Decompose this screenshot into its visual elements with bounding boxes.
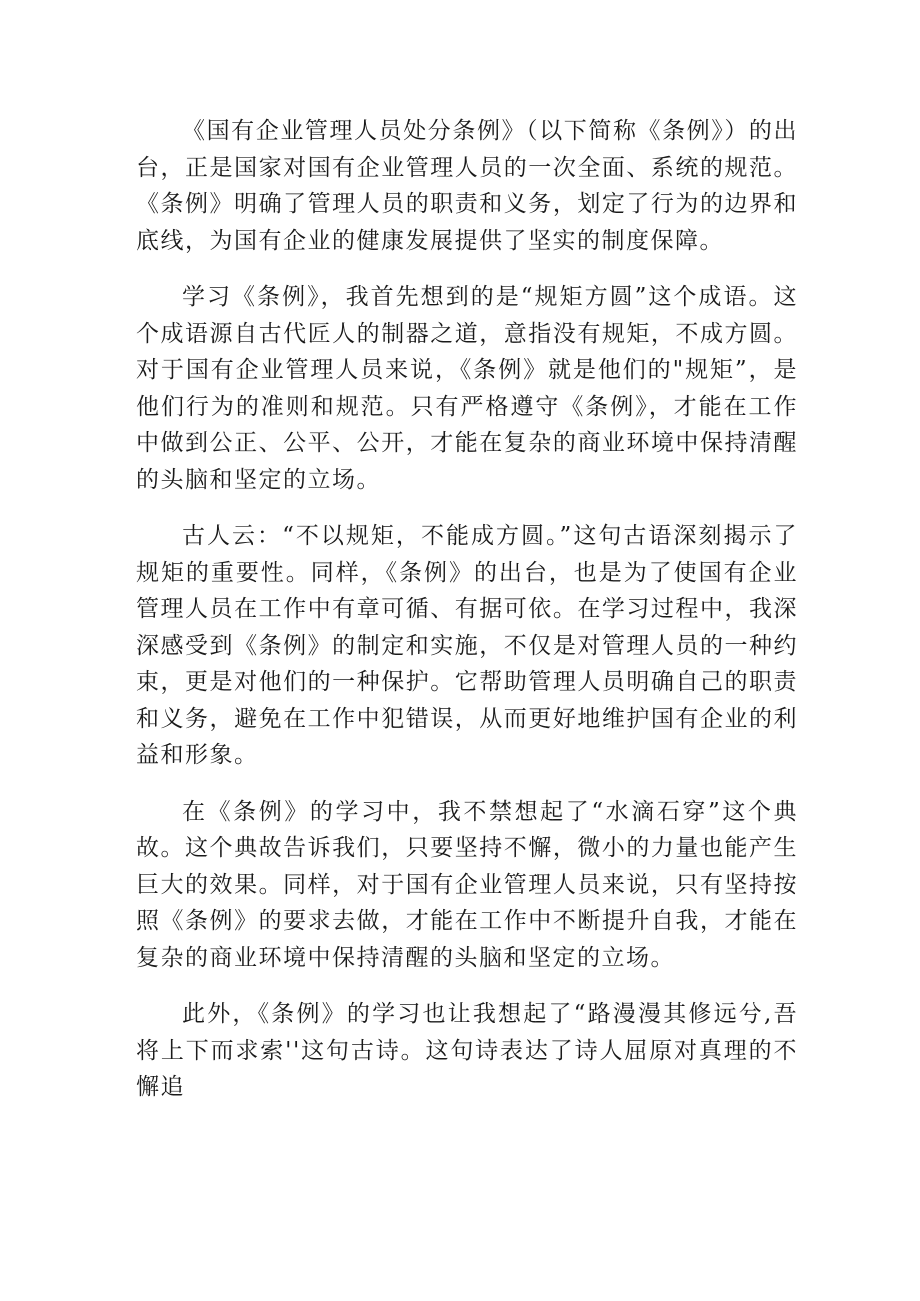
- paragraph-5: 此外，《条例》的学习也让我想起了“路漫漫其修远兮,吾将上下而求索''这句古诗。这句诗表达了诗人屈原对真理的不懈追: [136, 1001, 798, 1100]
- paragraph-gap: [136, 774, 798, 794]
- paragraph-gap: [136, 976, 798, 996]
- paragraph-3: 古人云：“不以规矩，不能成方圆。”这句古语深刻揭示了规矩的重要性。同样，《条例》的出台，也是为了使国有企业管理人员在工作中有章可循、有据可依。在学习过程中，我深深感受到《条例》的制定和实施，不仅是对管理人员的一种约束，更是对他们的一种保护。它帮助管理人员明确自己的职责和义务，避免在工作中犯错误，从而更好地维护国有企业的利益和形象。: [136, 523, 798, 768]
- paragraph-2: 学习《条例》，我首先想到的是“规矩方圆”这个成语。这个成语源自古代匠人的制器之道，意指没有规矩，不成方圆。对于国有企业管理人员来说，《条例》就是他们的"规矩”，是他们行为的准则和规范。只有严格遵守《条例》，才能在工作中做到公正、公平、公开，才能在复杂的商业环境中保持清醒的头脑和坚定的立场。: [136, 284, 798, 493]
- paragraph-gap: [136, 498, 798, 518]
- paragraph-gap: [136, 259, 798, 279]
- paragraph-4: 在《条例》的学习中，我不禁想起了“水滴石穿”这个典故。这个典故告诉我们，只要坚持不懈，微小的力量也能产生巨大的效果。同样，对于国有企业管理人员来说，只有坚持按照《条例》的要求去做，才能在工作中不断提升自我，才能在复杂的商业环境中保持清醒的头脑和坚定的立场。: [136, 798, 798, 971]
- document-body: [136, 113, 798, 1106]
- paragraph-1: 《国有企业管理人员处分条例》（以下简称《条例》）的出台，正是国家对国有企业管理人员的一次全面、系统的规范。《条例》明确了管理人员的职责和义务，划定了行为的边界和底线，为国有企业的健康发展提供了坚实的制度保障。: [136, 118, 798, 254]
